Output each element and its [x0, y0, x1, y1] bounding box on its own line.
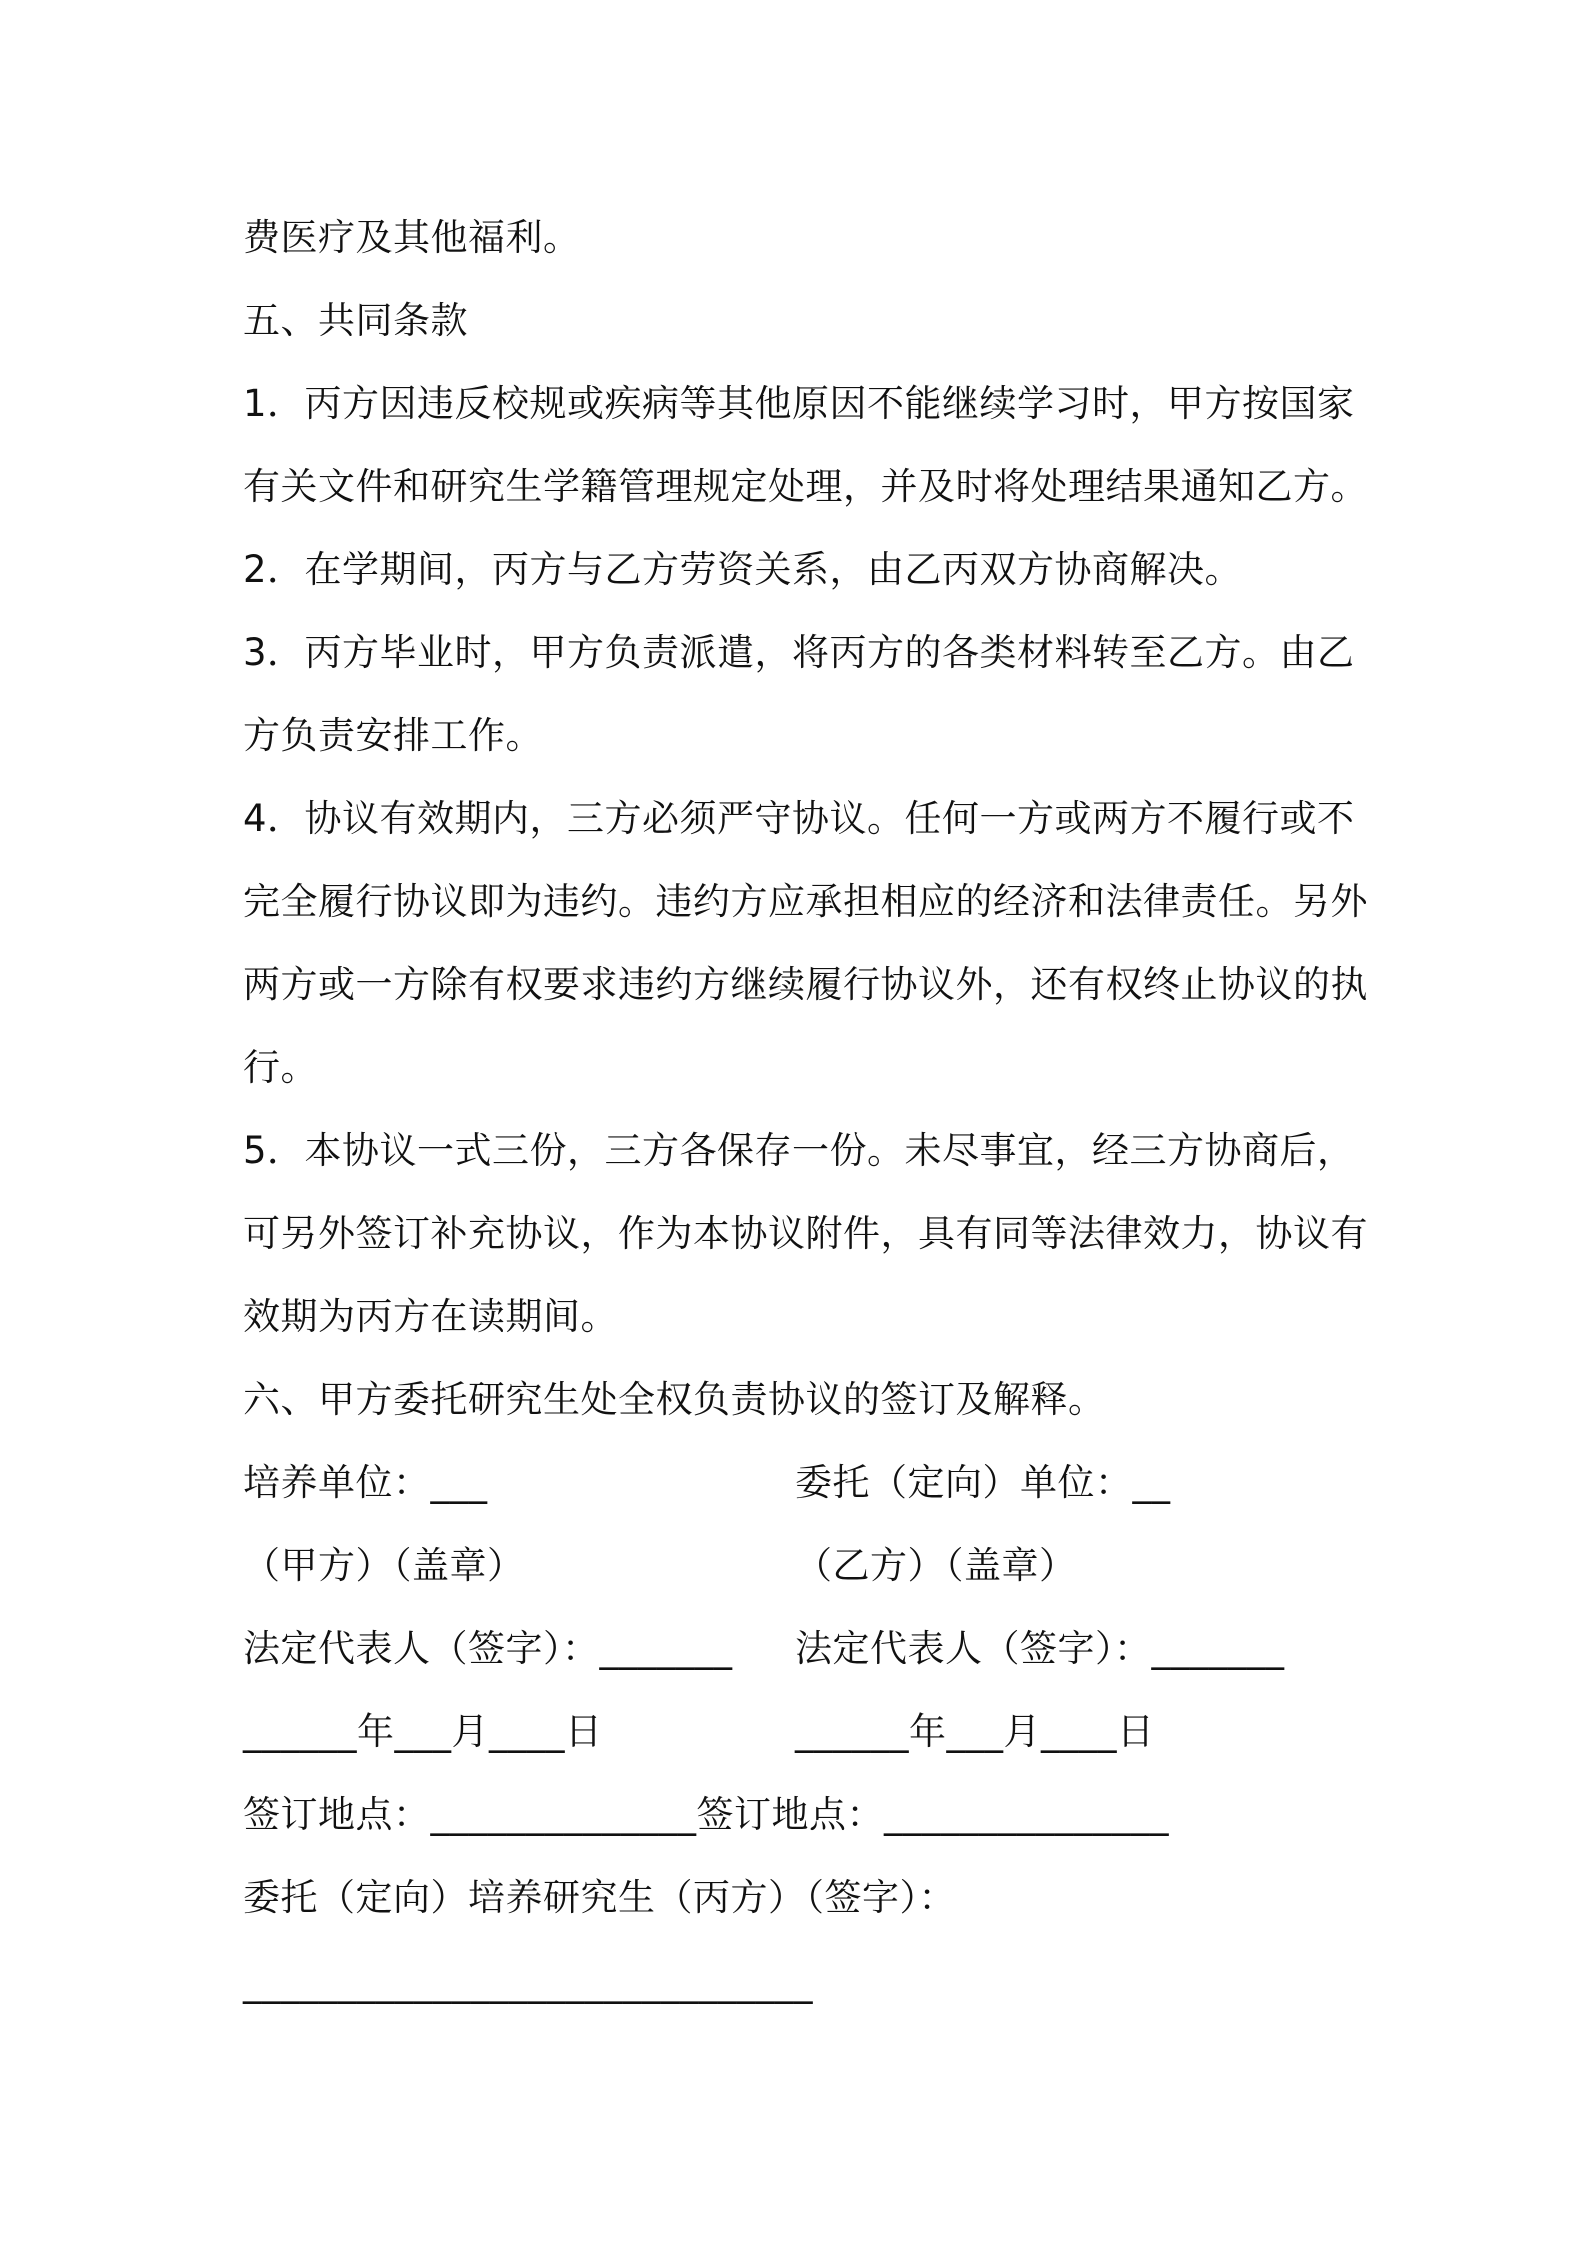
party-a-seal-label: （甲方）（盖章）: [243, 1544, 525, 1587]
paragraph-line: 费医疗及其他福利。: [243, 216, 581, 259]
paragraph-line: 2．在学期间，丙方与乙方劳资关系，由乙丙双方协商解决。: [243, 548, 1243, 591]
paragraph-line: 可另外签订补充协议，作为本协议附件，具有同等法律效力，协议有: [243, 1212, 1368, 1255]
paragraph-line: 3．丙方毕业时，甲方负责派遣，将丙方的各类材料转至乙方。由乙: [243, 631, 1355, 674]
party-b-seal-label: （乙方）（盖章）: [795, 1544, 1077, 1587]
party-a-date-field: ______年___月____日: [243, 1710, 603, 1753]
signature-seal-row: [243, 1524, 1363, 1607]
paragraph-line: 两方或一方除有权要求违约方继续履行协议外，还有权终止协议的执: [243, 963, 1368, 1006]
signature-date-row: [243, 1690, 1363, 1773]
paragraph-line: 4．协议有效期内，三方必须严守协议。任何一方或两方不履行或不: [243, 797, 1355, 840]
paragraph-line: 效期为丙方在读期间。: [243, 1295, 618, 1338]
paragraph-line: 有关文件和研究生学籍管理规定处理，并及时将处理结果通知乙方。: [243, 465, 1368, 508]
signature-unit-row: [243, 1441, 1363, 1524]
signature-representative-row: [243, 1607, 1363, 1690]
signing-location-left: 签订地点：______________: [243, 1793, 697, 1836]
signing-location-right: 签订地点：_______________: [696, 1793, 1169, 1836]
document-body: [243, 196, 1368, 2024]
commissioning-unit-field: 委托（定向）单位：__: [795, 1461, 1171, 1504]
student-signature-label: 委托（定向）培养研究生（丙方）（签字）：: [243, 1876, 956, 1919]
party-a-representative-field: 法定代表人（签字）：_______: [243, 1627, 733, 1670]
paragraph-line: 行。: [243, 1046, 318, 1089]
paragraph-line: 完全履行协议即为违约。违约方应承担相应的经济和法律责任。另外: [243, 880, 1368, 923]
section-heading: 五、共同条款: [243, 299, 468, 342]
section-heading: 六、甲方委托研究生处全权负责协议的签订及解释。: [243, 1378, 1106, 1421]
training-unit-field: 培养单位：___: [243, 1461, 488, 1504]
paragraph-line: 5．本协议一式三份，三方各保存一份。未尽事宜，经三方协商后，: [243, 1129, 1355, 1172]
student-signature-line: ______________________________: [243, 1961, 813, 2004]
signing-location-row: [243, 1773, 1363, 1856]
party-b-date-field: ______年___月____日: [795, 1710, 1155, 1753]
paragraph-line: 方负责安排工作。: [243, 714, 543, 757]
paragraph-line: 1．丙方因违反校规或疾病等其他原因不能继续学习时，甲方按国家: [243, 382, 1355, 425]
party-b-representative-field: 法定代表人（签字）：_______: [795, 1627, 1285, 1670]
